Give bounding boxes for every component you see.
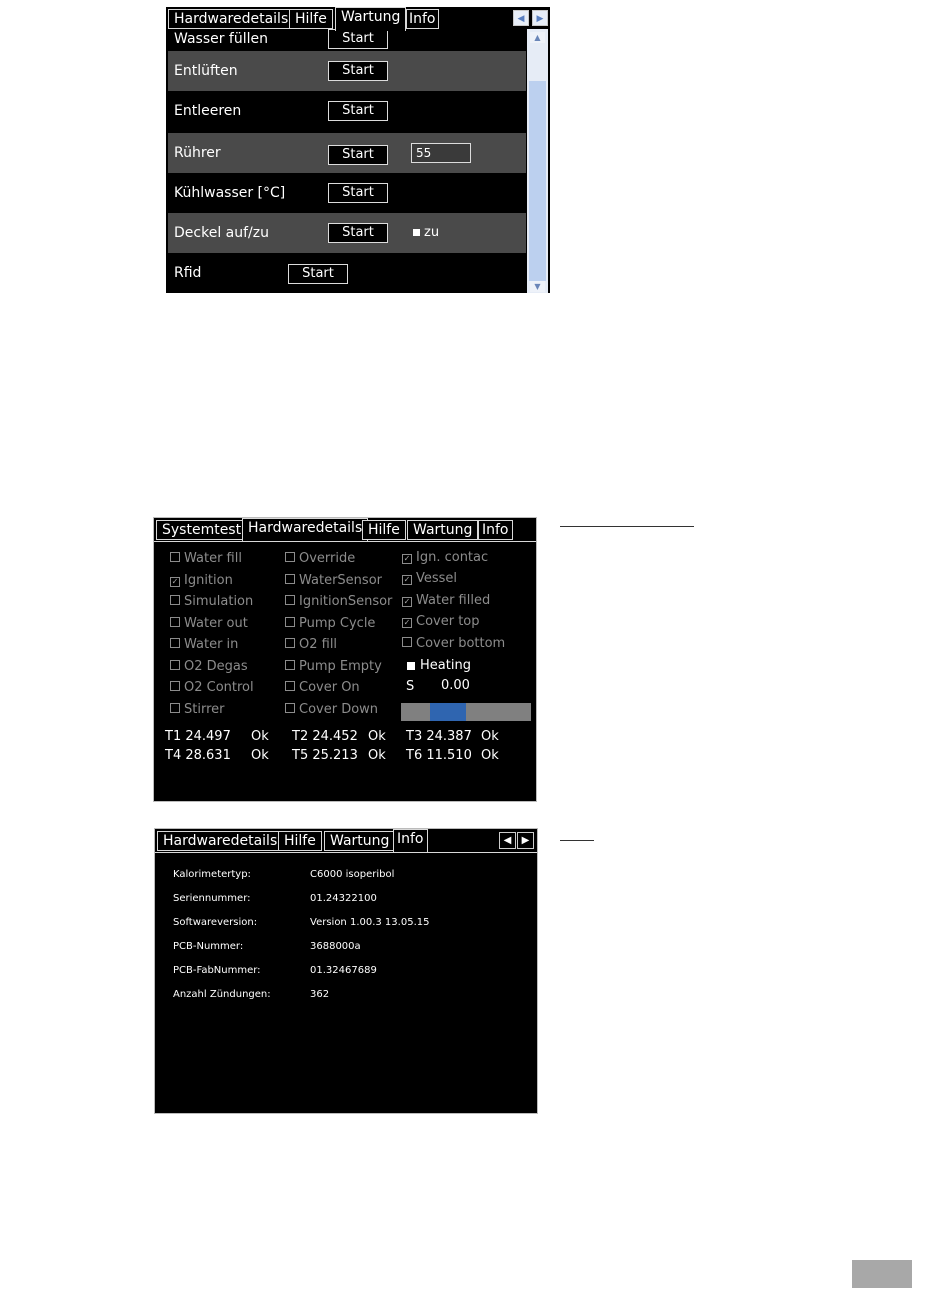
temp-name: T5 [292, 748, 309, 763]
checkbox-icon [170, 703, 180, 713]
heating-progress-bar [401, 703, 531, 721]
checkbox-water-in[interactable] [170, 637, 238, 653]
status-square-icon [413, 229, 420, 236]
info-key: Seriennummer: [173, 893, 251, 904]
temp-name: T6 [406, 748, 423, 763]
temp-t1-status: Ok [251, 729, 269, 744]
entleeren-start-button[interactable]: Start [328, 101, 388, 121]
tab-systemtest[interactable]: Systemtest [156, 520, 247, 540]
checkbox-label: O2 Degas [184, 659, 248, 674]
checkbox-o2-fill[interactable] [285, 637, 337, 653]
checkbox-label: O2 fill [299, 637, 338, 652]
temp-value: 24.497 [185, 729, 231, 744]
temp-t5 [292, 748, 358, 764]
temp-t3 [406, 729, 472, 745]
checkmark-icon: ✓ [403, 575, 411, 584]
row-label: Deckel auf/zu [174, 225, 269, 241]
heating-label: Heating [420, 658, 471, 673]
tab-bar [166, 7, 550, 29]
checkbox-icon [285, 638, 295, 648]
checkbox-icon [402, 637, 412, 647]
checkbox-pump-empty[interactable] [285, 659, 382, 675]
checkbox-label: WaterSensor [299, 573, 382, 588]
temp-t4-status: Ok [251, 748, 269, 763]
rfid-start-button[interactable]: Start [288, 264, 348, 284]
checkbox-icon [285, 552, 295, 562]
info-panel [154, 828, 538, 1114]
checkbox-label: Pump Cycle [299, 616, 376, 631]
ruehrer-start-button[interactable]: Start [328, 145, 388, 165]
checkbox-ign-contac[interactable] [402, 550, 488, 566]
checkbox-label: Override [299, 551, 356, 566]
heating-indicator-icon [407, 662, 415, 670]
info-key: Kalorimetertyp: [173, 869, 251, 880]
temp-name: T3 [406, 729, 423, 744]
scroll-down-icon[interactable]: ▼ [530, 281, 545, 292]
info-key: Softwareversion: [173, 917, 258, 928]
checkbox-cover-on[interactable] [285, 680, 360, 696]
chevron-right-icon[interactable]: ▶ [532, 10, 548, 26]
caption-line [560, 840, 594, 841]
row-label: Rührer [174, 145, 221, 161]
tab-wartung[interactable]: Wartung [324, 831, 395, 851]
info-key: PCB-FabNummer: [173, 965, 261, 976]
temp-name: T4 [165, 748, 182, 763]
info-value: 3688000a [310, 941, 361, 952]
wartung-rows [168, 29, 526, 293]
checkbox-o2-degas[interactable] [170, 659, 248, 675]
row-label: Kühlwasser [°C] [174, 185, 286, 201]
tab-hardwaredetails[interactable]: Hardwaredetails [242, 518, 368, 542]
row-label: Wasser füllen [174, 31, 269, 47]
checkmark-icon: ✓ [171, 577, 179, 586]
deckel-status: zu [424, 225, 440, 240]
scroll-thumb[interactable] [529, 81, 546, 281]
tab-wartung[interactable]: Wartung [407, 520, 478, 540]
row-entleeren [168, 91, 526, 131]
tab-hilfe[interactable]: Hilfe [289, 9, 333, 29]
checkbox-icon [285, 660, 295, 670]
checkbox-label: Ign. contac [416, 550, 489, 565]
row-deckel [168, 213, 526, 253]
arrow-left-icon[interactable]: ◀ [499, 832, 516, 849]
row-label: Entleeren [174, 103, 242, 119]
checkbox-ignitionsensor[interactable] [285, 594, 392, 610]
tab-info[interactable]: Info [478, 520, 513, 540]
info-value: 362 [310, 989, 330, 1000]
entlueften-start-button[interactable]: Start [328, 61, 388, 81]
checkbox-label: Stirrer [184, 702, 225, 717]
row-rfid [168, 253, 526, 293]
tab-hilfe[interactable]: Hilfe [362, 520, 406, 540]
temp-name: T1 [165, 729, 182, 744]
temp-t1 [165, 729, 231, 745]
checkbox-icon [170, 681, 180, 691]
info-value: Version 1.00.3 13.05.15 [310, 917, 430, 928]
tab-hardwaredetails[interactable]: Hardwaredetails [168, 9, 294, 29]
temp-t2 [292, 729, 358, 745]
info-key: Anzahl Zündungen: [173, 989, 271, 1000]
checkbox-icon [170, 552, 180, 562]
temp-value: 11.510 [426, 748, 472, 763]
checkbox-label: Cover top [416, 614, 480, 629]
tab-hilfe[interactable]: Hilfe [278, 831, 322, 851]
checkbox-label: Vessel [416, 571, 458, 586]
checkbox-icon [170, 617, 180, 627]
checkmark-icon: ✓ [403, 597, 411, 606]
checkbox-label: Cover bottom [416, 636, 506, 651]
checkmark-icon: ✓ [403, 554, 411, 563]
checkbox-label: O2 Control [184, 680, 254, 695]
checkbox-water-out[interactable] [170, 616, 248, 632]
checkbox-simulation[interactable] [170, 594, 253, 610]
checkbox-icon [285, 595, 295, 605]
temp-t2-status: Ok [368, 729, 386, 744]
checkbox-pump-cycle[interactable] [285, 616, 375, 632]
checkbox-o2-control[interactable] [170, 680, 254, 696]
ruehrer-speed-input[interactable]: 55 [411, 143, 471, 163]
checkbox-water-fill[interactable] [170, 551, 242, 567]
checkbox-label: Simulation [184, 594, 254, 609]
checkbox-vessel[interactable] [402, 571, 457, 587]
checkbox-label: Pump Empty [299, 659, 382, 674]
tab-divider [155, 852, 537, 853]
temp-value: 24.387 [426, 729, 472, 744]
page-number-box [852, 1260, 912, 1288]
tab-hardwaredetails[interactable]: Hardwaredetails [157, 831, 283, 851]
row-kuehlwasser [168, 173, 526, 213]
temp-t5-status: Ok [368, 748, 386, 763]
checkbox-icon [170, 595, 180, 605]
s-value: 0.00 [441, 678, 470, 693]
checkbox-label: Water in [184, 637, 239, 652]
temp-t4 [165, 748, 231, 764]
temp-t3-status: Ok [481, 729, 499, 744]
checkbox-watersensor[interactable] [285, 573, 382, 589]
temp-t6-status: Ok [481, 748, 499, 763]
temp-value: 25.213 [312, 748, 358, 763]
checkbox-label: Cover On [299, 680, 360, 695]
tab-info[interactable]: Info [406, 9, 439, 29]
checkbox-label: Water out [184, 616, 248, 631]
checkbox-cover-bottom[interactable] [402, 636, 505, 652]
checkbox-override[interactable] [285, 551, 355, 567]
info-value: 01.24322100 [310, 893, 377, 904]
checkbox-icon [285, 681, 295, 691]
tab-divider [154, 541, 536, 542]
temp-t6 [406, 748, 472, 764]
checkbox-label: Water fill [184, 551, 242, 566]
temp-value: 24.452 [312, 729, 358, 744]
checkbox-label: Cover Down [299, 702, 379, 717]
hardwaredetails-panel [153, 517, 537, 802]
heating-progress-fill [430, 703, 466, 721]
row-ruehrer [168, 133, 526, 173]
s-label: S [406, 679, 415, 694]
checkbox-icon [285, 703, 295, 713]
temp-value: 28.631 [185, 748, 231, 763]
kuehlwasser-start-button[interactable]: Start [328, 183, 388, 203]
deckel-start-button[interactable]: Start [328, 223, 388, 243]
row-entlueften [168, 51, 526, 91]
vertical-scrollbar[interactable] [527, 29, 548, 293]
checkbox-icon [170, 660, 180, 670]
checkbox-stirrer[interactable] [170, 702, 224, 718]
tab-wartung[interactable]: Wartung [335, 7, 406, 31]
checkbox-label: Ignition [184, 573, 233, 588]
caption-line [560, 526, 694, 527]
checkbox-label: Water filled [416, 593, 491, 608]
checkbox-label: IgnitionSensor [299, 594, 393, 609]
checkbox-icon [285, 617, 295, 627]
scroll-up-icon[interactable]: ▲ [530, 32, 545, 43]
arrow-right-icon[interactable]: ▶ [517, 832, 534, 849]
row-label: Entlüften [174, 63, 238, 79]
wasser-fuellen-start-button[interactable]: Start [328, 29, 388, 49]
checkbox-ignition[interactable] [170, 573, 233, 589]
checkbox-cover-down[interactable] [285, 702, 378, 718]
info-key: PCB-Nummer: [173, 941, 244, 952]
row-label: Rfid [174, 265, 202, 281]
temp-name: T2 [292, 729, 309, 744]
chevron-left-icon[interactable]: ◀ [513, 10, 529, 26]
wartung-panel [166, 7, 550, 293]
info-value: 01.32467689 [310, 965, 377, 976]
checkmark-icon: ✓ [403, 618, 411, 627]
checkbox-water-filled[interactable] [402, 593, 490, 609]
tab-info[interactable]: Info [393, 829, 428, 853]
checkbox-icon [170, 638, 180, 648]
checkbox-cover-top[interactable] [402, 614, 480, 630]
checkbox-icon [285, 574, 295, 584]
info-value: C6000 isoperibol [310, 869, 395, 880]
